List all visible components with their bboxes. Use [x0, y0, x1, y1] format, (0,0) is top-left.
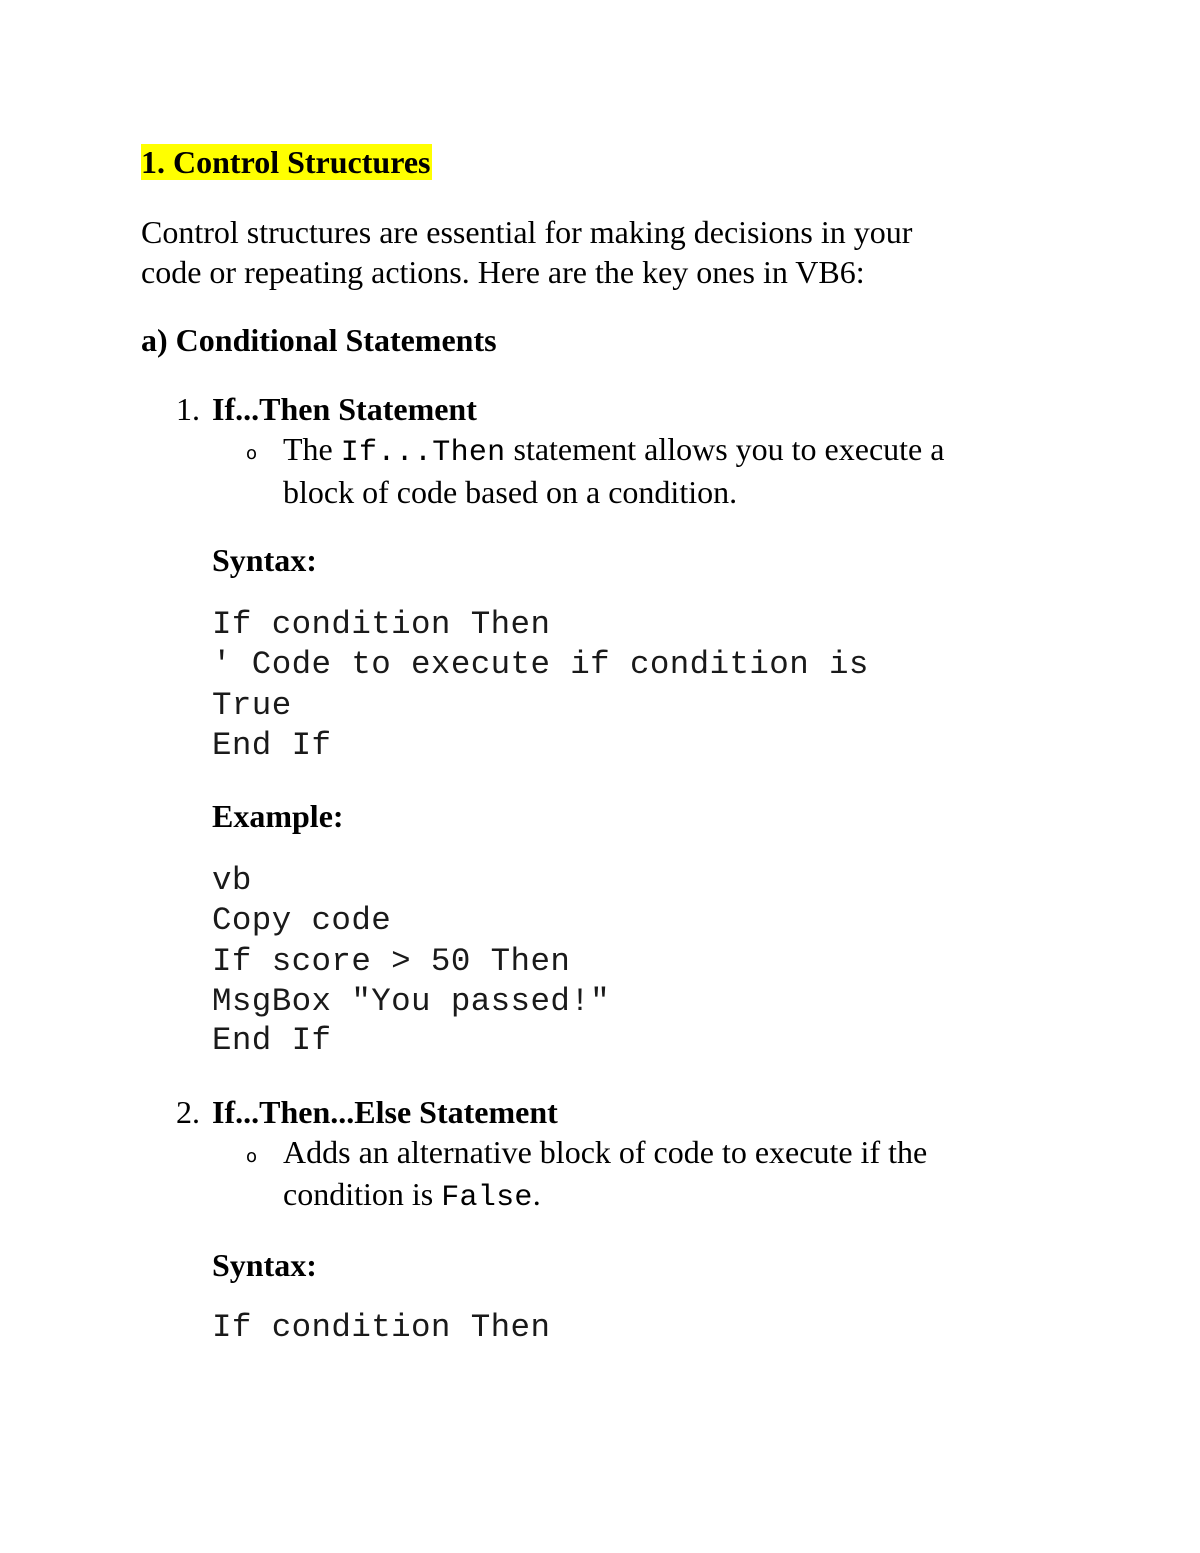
example-code-line: vb [212, 862, 252, 899]
list-item-number: 2. [176, 1094, 200, 1130]
example-label: Example: [212, 798, 344, 834]
item-description-line-1: Adds an alternative block of code to execute if the [283, 1134, 928, 1170]
inline-code: If...Then [340, 436, 506, 470]
syntax-code-line: If condition Then [212, 606, 551, 643]
list-item-title: If...Then Statement [212, 391, 477, 427]
list-item-title: If...Then...Else Statement [212, 1094, 558, 1130]
bullet-icon: o [246, 1146, 258, 1167]
syntax-label: Syntax: [212, 1247, 317, 1283]
intro-line-1: Control structures are essential for making decisions in your [141, 214, 913, 250]
item-description-line-2: block of code based on a condition. [283, 474, 738, 510]
syntax-code-line: True [212, 687, 292, 724]
syntax-label: Syntax: [212, 542, 317, 578]
intro-line-2: code or repeating actions. Here are the key ones in VB6: [141, 254, 865, 290]
item-description-line-2: condition is False. [283, 1176, 541, 1215]
syntax-code-line: ' Code to execute if condition is [212, 646, 869, 683]
example-code-line: Copy code [212, 902, 392, 939]
example-code-line: MsgBox "You passed!" [212, 983, 611, 1020]
syntax-code-line: End If [212, 727, 332, 764]
inline-code: False [441, 1181, 533, 1215]
list-item-number: 1. [176, 391, 200, 427]
example-code-line: End If [212, 1022, 332, 1059]
subsection-title: a) Conditional Statements [141, 322, 497, 358]
example-code-line: If score > 50 Then [212, 943, 571, 980]
syntax-code-line: If condition Then [212, 1309, 551, 1346]
item-description-line-1: The If...Then statement allows you to execute a [283, 431, 945, 470]
bullet-icon: o [246, 443, 258, 464]
section-title: 1. Control Structures [141, 144, 431, 180]
section-heading [141, 142, 432, 182]
